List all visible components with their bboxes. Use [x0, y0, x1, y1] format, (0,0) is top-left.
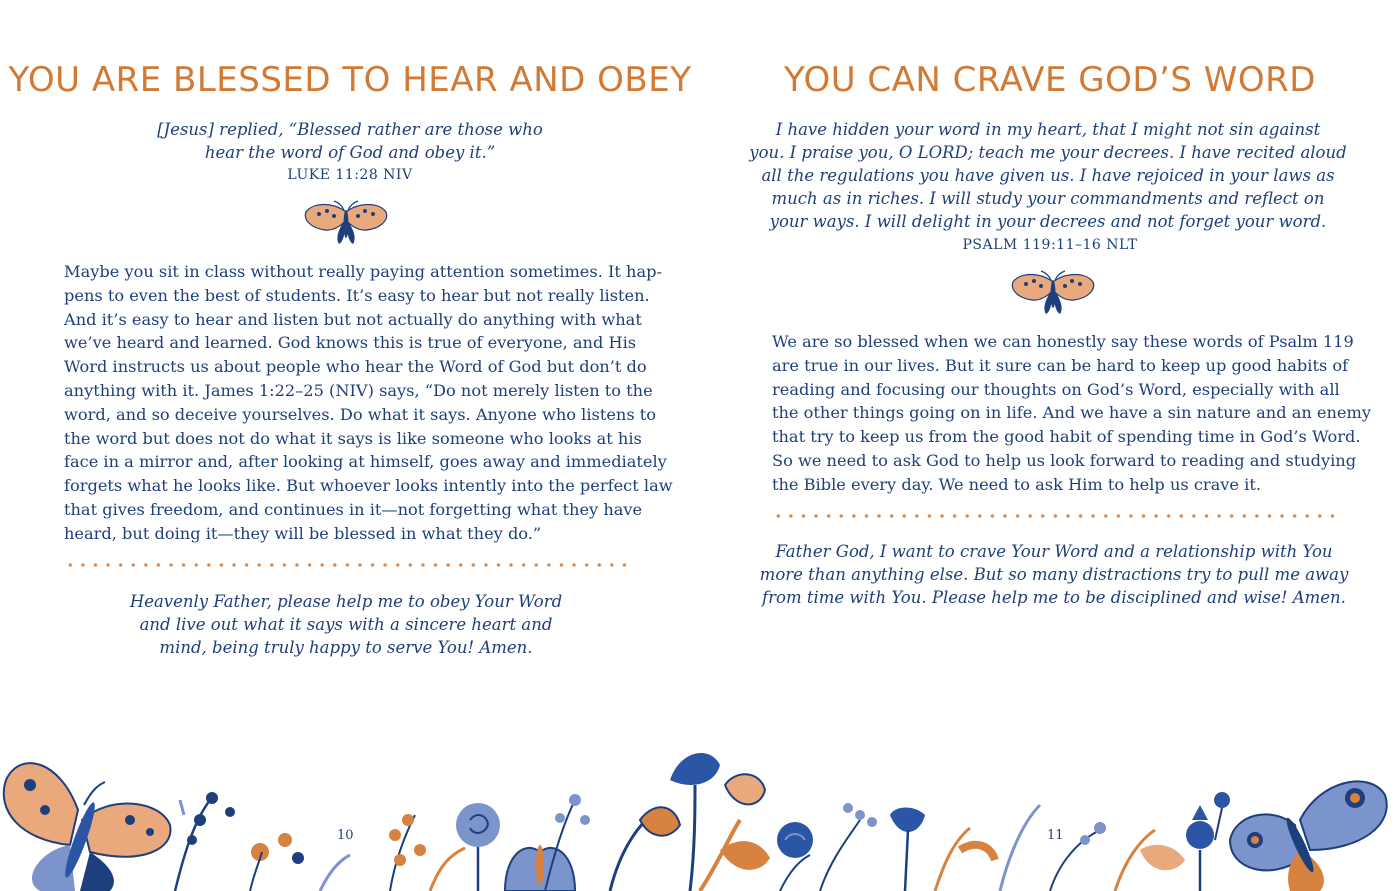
- body-line: forgets what he looks like. But whoever looks intently into the perfect law: [64, 476, 673, 496]
- prayer-line: and live out what it says with a sincere heart and: [139, 615, 553, 634]
- body-line: the word but does not do what it says is like someone who looks at his: [64, 428, 642, 448]
- verse-line: [Jesus] replied, “Blessed rather are those who: [157, 120, 543, 139]
- butterfly-icon: [4, 763, 171, 891]
- body-line: anything with it. James 1:22–25 (NIV) says, “Do not merely listen to the: [64, 380, 653, 400]
- left-verse-reference: LUKE 11:28 NIV: [287, 167, 413, 183]
- verse-line: all the regulations you have given us. I have rejoiced in your laws as: [761, 166, 1335, 185]
- verse-line: I have hidden your word in my heart, that I might not sin against: [775, 120, 1321, 139]
- prayer-line: Heavenly Father, please help me to obey Your Word: [129, 592, 563, 611]
- body-line: face in a mirror and, after looking at himself, goes away and immediately: [64, 452, 667, 472]
- butterfly-icon: [1230, 781, 1387, 891]
- body-line: we’ve heard and learned. God knows this is true of everyone, and His: [64, 333, 637, 353]
- flower-icon: [1186, 805, 1214, 891]
- verse-line: hear the word of God and obey it.”: [204, 143, 496, 162]
- left-prayer: [0, 590, 696, 659]
- body-line: that gives freedom, and continues in it—not forgetting what they have: [64, 499, 643, 519]
- prayer-line: more than anything else. But so many distractions try to pull me away: [759, 565, 1349, 584]
- body-line: Word instructs us about people who hear the Word of God but don’t do: [64, 357, 647, 377]
- body-line: And it’s easy to hear and listen but not actually do anything with what: [64, 309, 642, 329]
- left-page-title: YOU ARE BLESSED TO HEAR AND OBEY: [8, 60, 692, 100]
- verse-line: your ways. I will delight in your decrees and not forget your word.: [769, 212, 1327, 231]
- body-line: Maybe you sit in class without really paying attention sometimes. It hap-: [64, 262, 662, 281]
- verse-line: much as in riches. I will study your commandments and reflect on: [771, 189, 1325, 208]
- right-verse-reference: PSALM 119:11–16 NLT: [962, 237, 1138, 253]
- floral-border: [0, 740, 1400, 891]
- right-prayer: [704, 540, 1400, 609]
- prayer-line: Father God, I want to crave Your Word and a relationship with You: [775, 542, 1333, 561]
- moth-icon: [1010, 268, 1096, 316]
- right-verse: [698, 118, 1398, 233]
- left-body-text: [64, 260, 673, 546]
- body-line: the Bible every day. We need to ask Him to help us crave it.: [772, 474, 1261, 494]
- body-line: pens to even the best of students. It’s easy to hear but not really listen.: [64, 285, 650, 305]
- flower-icon: [456, 803, 500, 891]
- body-line: heard, but doing it—they will be blessed in what they do.”: [64, 523, 542, 543]
- right-body-text: [772, 330, 1372, 497]
- page-number-left: 10: [337, 828, 354, 843]
- verse-line: you. I praise you, O LORD; teach me your decrees. I have recited aloud: [749, 143, 1347, 162]
- page-number-right: 11: [1047, 828, 1064, 843]
- body-line: that try to keep us from the good habit of spending time in God’s Word.: [772, 427, 1361, 447]
- body-line: are true in our lives. But it sure can be hard to keep up good habits of: [772, 355, 1349, 375]
- body-line: the other things going on in life. And we have a sin nature and an enemy: [772, 403, 1372, 423]
- dotted-divider: [772, 514, 1338, 518]
- flower-icon: [250, 833, 304, 891]
- right-page-title: YOU CAN CRAVE GOD’S WORD: [784, 60, 1316, 100]
- left-verse: [0, 118, 700, 164]
- body-line: We are so blessed when we can honestly say these words of Psalm 119: [772, 332, 1354, 351]
- body-line: word, and so deceive yourselves. Do what it says. Anyone who listens to: [64, 404, 657, 424]
- prayer-line: mind, being truly happy to serve You! Amen.: [159, 638, 533, 657]
- prayer-line: from time with You. Please help me to be disciplined and wise! Amen.: [762, 588, 1346, 607]
- moth-icon: [303, 198, 389, 246]
- body-line: So we need to ask God to help us look forward to reading and studying: [772, 450, 1357, 470]
- dotted-divider: [64, 563, 630, 567]
- body-line: reading and focusing our thoughts on God’s Word, especially with all: [772, 379, 1340, 399]
